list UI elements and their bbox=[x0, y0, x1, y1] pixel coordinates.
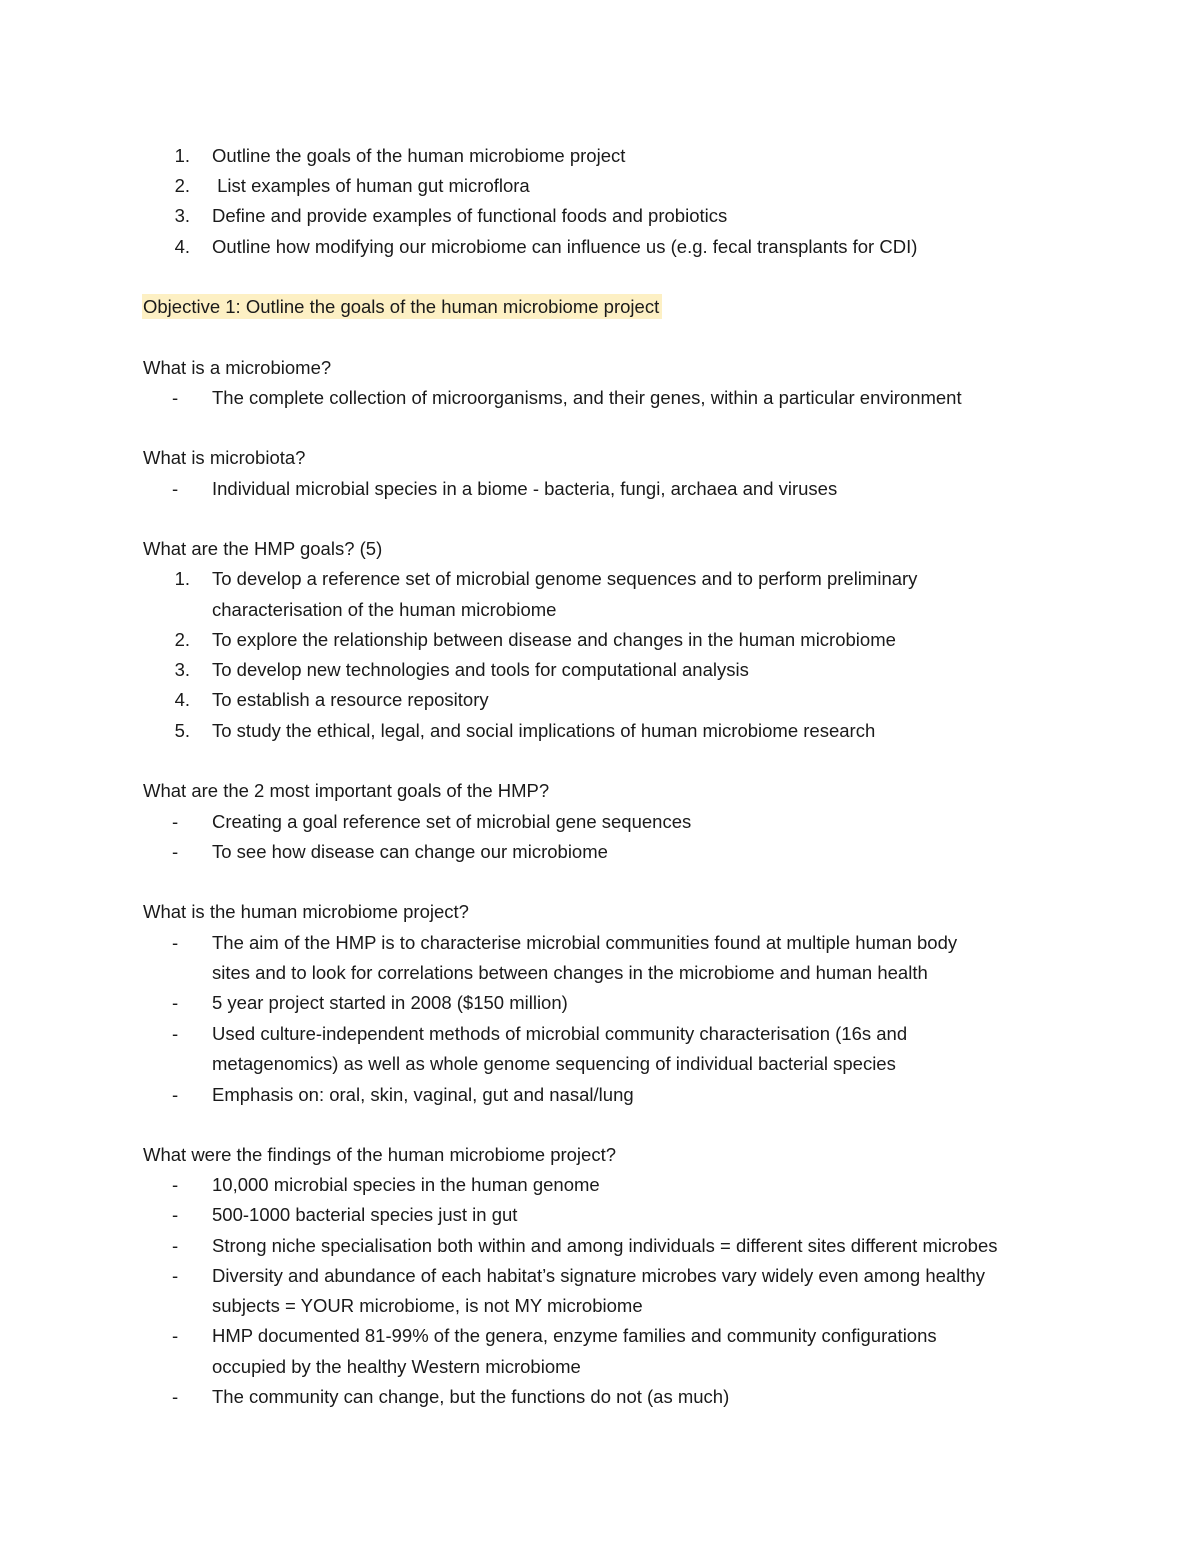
bullet-dash: - bbox=[172, 1325, 179, 1346]
bullet-text: Creating a goal reference set of microbial gene sequences bbox=[212, 811, 692, 832]
bullet-text: occupied by the healthy Western microbiome bbox=[212, 1356, 581, 1377]
list-text: To develop new technologies and tools for computational analysis bbox=[212, 659, 749, 680]
bullet-dash: - bbox=[172, 932, 179, 953]
list-number: 1. bbox=[174, 145, 190, 166]
bullet-dash: - bbox=[172, 811, 179, 832]
bullet-dash: - bbox=[172, 992, 179, 1013]
bullet-text: The aim of the HMP is to characterise microbial communities found at multiple human body bbox=[212, 932, 958, 953]
bullet-dash: - bbox=[172, 841, 179, 862]
question-heading: What is microbiota? bbox=[143, 447, 306, 468]
list-number: 1. bbox=[174, 568, 190, 589]
list-number: 3. bbox=[174, 205, 190, 226]
list-number: 2. bbox=[174, 175, 190, 196]
bullet-text: HMP documented 81-99% of the genera, enzyme families and community configurations bbox=[212, 1325, 937, 1346]
list-number: 4. bbox=[174, 236, 190, 257]
list-text: Outline how modifying our microbiome can influence us (e.g. fecal transplants for CDI) bbox=[212, 236, 918, 257]
bullet-dash: - bbox=[172, 478, 179, 499]
bullet-dash: - bbox=[172, 1023, 179, 1044]
bullet-dash: - bbox=[172, 387, 179, 408]
list-text: To establish a resource repository bbox=[212, 689, 489, 710]
list-text: To explore the relationship between disease and changes in the human microbiome bbox=[212, 629, 896, 650]
bullet-text: Diversity and abundance of each habitat’s signature microbes vary widely even among healthy bbox=[212, 1265, 985, 1286]
question-heading: What are the HMP goals? (5) bbox=[143, 538, 383, 559]
bullet-text: sites and to look for correlations between changes in the microbiome and human health bbox=[212, 962, 928, 983]
list-text: Outline the goals of the human microbiome project bbox=[212, 145, 626, 166]
list-number: 2. bbox=[174, 629, 190, 650]
bullet-text: metagenomics) as well as whole genome sequencing of individual bacterial species bbox=[212, 1053, 896, 1074]
bullet-dash: - bbox=[172, 1265, 179, 1286]
list-text: characterisation of the human microbiome bbox=[212, 599, 557, 620]
bullet-text: Individual microbial species in a biome - bacteria, fungi, archaea and viruses bbox=[212, 478, 838, 499]
bullet-text: The community can change, but the functions do not (as much) bbox=[212, 1386, 730, 1407]
bullet-text: The complete collection of microorganisms, and their genes, within a particular environment bbox=[212, 387, 962, 408]
list-text: List examples of human gut microflora bbox=[212, 175, 530, 196]
bullet-text: 500-1000 bacterial species just in gut bbox=[212, 1204, 518, 1225]
bullet-dash: - bbox=[172, 1204, 179, 1225]
bullet-text: 10,000 microbial species in the human genome bbox=[212, 1174, 600, 1195]
bullet-dash: - bbox=[172, 1084, 179, 1105]
bullet-text: Strong niche specialisation both within and among individuals = different sites different microbes bbox=[212, 1235, 998, 1256]
list-text: To study the ethical, legal, and social implications of human microbiome research bbox=[212, 720, 876, 741]
question-heading: What are the 2 most important goals of the HMP? bbox=[143, 780, 550, 801]
list-number: 3. bbox=[174, 659, 190, 680]
question-heading: What is a microbiome? bbox=[143, 357, 332, 378]
bullet-text: To see how disease can change our microbiome bbox=[212, 841, 608, 862]
question-heading: What were the findings of the human microbiome project? bbox=[143, 1144, 617, 1165]
bullet-dash: - bbox=[172, 1386, 179, 1407]
objective-heading bbox=[142, 295, 662, 319]
objective-heading-text: Objective 1: Outline the goals of the human microbiome project bbox=[142, 294, 662, 319]
list-text: To develop a reference set of microbial genome sequences and to perform preliminary bbox=[212, 568, 918, 589]
bullet-dash: - bbox=[172, 1174, 179, 1195]
bullet-text: Emphasis on: oral, skin, vaginal, gut and nasal/lung bbox=[212, 1084, 634, 1105]
list-number: 5. bbox=[174, 720, 190, 741]
list-text: Define and provide examples of functional foods and probiotics bbox=[212, 205, 728, 226]
bullet-text: subjects = YOUR microbiome, is not MY microbiome bbox=[212, 1295, 643, 1316]
list-number: 4. bbox=[174, 689, 190, 710]
bullet-text: Used culture-independent methods of microbial community characterisation (16s and bbox=[212, 1023, 908, 1044]
bullet-dash: - bbox=[172, 1235, 179, 1256]
question-heading: What is the human microbiome project? bbox=[143, 901, 469, 922]
bullet-text: 5 year project started in 2008 ($150 million) bbox=[212, 992, 568, 1013]
